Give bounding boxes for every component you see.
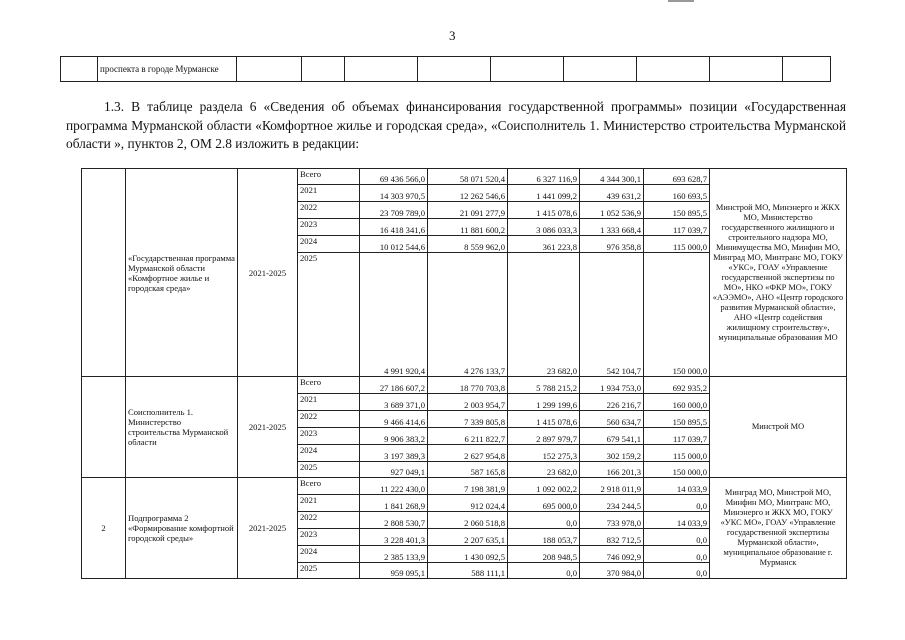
year-cell: 2021 bbox=[298, 185, 360, 202]
top-edge-mark bbox=[668, 0, 694, 2]
municipal-budget-cell: 542 104,7 bbox=[580, 253, 644, 377]
municipal-budget-cell: 302 159,2 bbox=[580, 445, 644, 462]
executors-cell: Минстрой МО, Минэнерго и ЖКХ МО, Министерство государственного жилищного и строительного надзора МО, Минимущества МО, Минфин МО, Минград МО, Минтранс МО, ГОКУ «УКС», ГОАУ «Управление государственной экспертизы по МО», НКО «ФКР МО», ГОКУ «АЭЭМО», АНО «Центр городского развития Мурманской области», АНО «Центр содействия жилищному строительству», муниципальные образования МО bbox=[710, 169, 847, 377]
municipal-budget-cell: 370 984,0 bbox=[580, 563, 644, 579]
municipal-budget-cell: 1 333 668,4 bbox=[580, 219, 644, 236]
year-cell: 2023 bbox=[298, 529, 360, 546]
regional-budget-cell: 7 198 381,9 bbox=[428, 478, 508, 495]
table-row bbox=[82, 478, 847, 495]
year-cell: 2025 bbox=[298, 462, 360, 478]
table-cell bbox=[637, 57, 710, 82]
year-cell: 2024 bbox=[298, 445, 360, 462]
municipal-budget-cell: 560 634,7 bbox=[580, 411, 644, 428]
municipal-budget-cell: 746 092,9 bbox=[580, 546, 644, 563]
year-cell: Всего bbox=[298, 478, 360, 495]
total-amount-cell: 1 841 268,9 bbox=[360, 495, 428, 512]
total-amount-cell: 3 689 371,0 bbox=[360, 394, 428, 411]
municipal-budget-cell: 2 918 011,9 bbox=[580, 478, 644, 495]
municipal-budget-cell: 1 934 753,0 bbox=[580, 377, 644, 394]
federal-budget-cell: 3 086 033,3 bbox=[508, 219, 580, 236]
other-sources-cell: 117 039,7 bbox=[644, 219, 710, 236]
other-sources-cell: 117 039,7 bbox=[644, 428, 710, 445]
total-amount-cell: 3 197 389,3 bbox=[360, 445, 428, 462]
row-number-cell: 2 bbox=[82, 478, 126, 579]
federal-budget-cell: 1 415 078,6 bbox=[508, 411, 580, 428]
federal-budget-cell: 1 299 199,6 bbox=[508, 394, 580, 411]
page-number: 3 bbox=[449, 28, 456, 43]
municipal-budget-cell: 733 978,0 bbox=[580, 512, 644, 529]
other-sources-cell: 160 693,5 bbox=[644, 185, 710, 202]
period-cell: 2021-2025 bbox=[238, 169, 298, 377]
year-cell: 2022 bbox=[298, 202, 360, 219]
executors-cell: Минград МО, Минстрой МО, Минфин МО, Минтранс МО, Минэнерго и ЖКХ МО, ГОКУ «УКС МО», ГОАУ «Управление государственной экспертизы Мурманской области», муниципальное образование г. Мурманск bbox=[710, 478, 847, 579]
total-amount-cell: 69 436 566,0 bbox=[360, 169, 428, 185]
total-amount-cell: 27 186 607,2 bbox=[360, 377, 428, 394]
other-sources-cell: 0,0 bbox=[644, 495, 710, 512]
other-sources-cell: 160 000,0 bbox=[644, 394, 710, 411]
total-amount-cell: 23 709 789,0 bbox=[360, 202, 428, 219]
regional-budget-cell: 6 211 822,7 bbox=[428, 428, 508, 445]
table-cell bbox=[61, 57, 98, 82]
federal-budget-cell: 0,0 bbox=[508, 563, 580, 579]
other-sources-cell: 150 000,0 bbox=[644, 253, 710, 377]
other-sources-cell: 693 628,7 bbox=[644, 169, 710, 185]
table-cell bbox=[237, 57, 302, 82]
federal-budget-cell: 152 275,3 bbox=[508, 445, 580, 462]
federal-budget-cell: 188 053,7 bbox=[508, 529, 580, 546]
program-name-cell: «Государственная программа Мурманской области «Комфортное жилье и городская среда» bbox=[126, 169, 238, 377]
other-sources-cell: 14 033,9 bbox=[644, 478, 710, 495]
table-cell-text: проспекта в городе Мурманске bbox=[98, 57, 237, 82]
year-cell: Всего bbox=[298, 169, 360, 185]
federal-budget-cell: 1 415 078,6 bbox=[508, 202, 580, 219]
other-sources-cell: 692 935,2 bbox=[644, 377, 710, 394]
municipal-budget-cell: 679 541,1 bbox=[580, 428, 644, 445]
table-cell bbox=[418, 57, 491, 82]
total-amount-cell: 959 095,1 bbox=[360, 563, 428, 579]
regional-budget-cell: 588 111,1 bbox=[428, 563, 508, 579]
year-cell: 2021 bbox=[298, 394, 360, 411]
regional-budget-cell: 587 165,8 bbox=[428, 462, 508, 478]
federal-budget-cell: 361 223,8 bbox=[508, 236, 580, 253]
year-cell: 2023 bbox=[298, 428, 360, 445]
regional-budget-cell: 18 770 703,8 bbox=[428, 377, 508, 394]
year-cell: 2022 bbox=[298, 411, 360, 428]
table-row bbox=[82, 377, 847, 394]
municipal-budget-cell: 4 344 300,1 bbox=[580, 169, 644, 185]
regional-budget-cell: 2 627 954,8 bbox=[428, 445, 508, 462]
federal-budget-cell: 0,0 bbox=[508, 512, 580, 529]
federal-budget-cell: 208 948,5 bbox=[508, 546, 580, 563]
regional-budget-cell: 2 207 635,1 bbox=[428, 529, 508, 546]
regional-budget-cell: 58 071 520,4 bbox=[428, 169, 508, 185]
federal-budget-cell: 1 441 099,2 bbox=[508, 185, 580, 202]
table-cell bbox=[783, 57, 831, 82]
program-name-cell: Соисполнитель 1. Министерство строительства Мурманской области bbox=[126, 377, 238, 478]
other-sources-cell: 150 895,5 bbox=[644, 202, 710, 219]
other-sources-cell: 115 000,0 bbox=[644, 445, 710, 462]
regional-budget-cell: 12 262 546,6 bbox=[428, 185, 508, 202]
regional-budget-cell: 4 276 133,7 bbox=[428, 253, 508, 377]
year-cell: 2024 bbox=[298, 236, 360, 253]
municipal-budget-cell: 832 712,5 bbox=[580, 529, 644, 546]
other-sources-cell: 150 000,0 bbox=[644, 462, 710, 478]
municipal-budget-cell: 976 358,8 bbox=[580, 236, 644, 253]
table-cell bbox=[491, 57, 564, 82]
total-amount-cell: 9 906 383,2 bbox=[360, 428, 428, 445]
federal-budget-cell: 695 000,0 bbox=[508, 495, 580, 512]
year-cell: 2025 bbox=[298, 253, 360, 377]
total-amount-cell: 9 466 414,6 bbox=[360, 411, 428, 428]
other-sources-cell: 0,0 bbox=[644, 563, 710, 579]
federal-budget-cell: 1 092 002,2 bbox=[508, 478, 580, 495]
table-cell bbox=[345, 57, 418, 82]
regional-budget-cell: 2 060 518,8 bbox=[428, 512, 508, 529]
total-amount-cell: 927 049,1 bbox=[360, 462, 428, 478]
municipal-budget-cell: 1 052 536,9 bbox=[580, 202, 644, 219]
total-amount-cell: 2 385 133,9 bbox=[360, 546, 428, 563]
program-name-cell: Подпрограмма 2 «Формирование комфортной городской среды» bbox=[126, 478, 238, 579]
regional-budget-cell: 11 881 600,2 bbox=[428, 219, 508, 236]
federal-budget-cell: 5 788 215,2 bbox=[508, 377, 580, 394]
financing-table bbox=[81, 168, 847, 579]
other-sources-cell: 150 895,5 bbox=[644, 411, 710, 428]
federal-budget-cell: 23 682,0 bbox=[508, 462, 580, 478]
table-row bbox=[82, 169, 847, 185]
total-amount-cell: 4 991 920,4 bbox=[360, 253, 428, 377]
executors-cell: Минстрой МО bbox=[710, 377, 847, 478]
period-cell: 2021-2025 bbox=[238, 377, 298, 478]
year-cell: 2025 bbox=[298, 563, 360, 579]
total-amount-cell: 16 418 341,6 bbox=[360, 219, 428, 236]
previous-table-fragment bbox=[60, 56, 831, 82]
table-cell bbox=[302, 57, 345, 82]
year-cell: 2022 bbox=[298, 512, 360, 529]
regional-budget-cell: 1 430 092,5 bbox=[428, 546, 508, 563]
municipal-budget-cell: 166 201,3 bbox=[580, 462, 644, 478]
total-amount-cell: 14 303 970,5 bbox=[360, 185, 428, 202]
table-cell bbox=[710, 57, 783, 82]
other-sources-cell: 14 033,9 bbox=[644, 512, 710, 529]
year-cell: 2024 bbox=[298, 546, 360, 563]
year-cell: 2023 bbox=[298, 219, 360, 236]
regional-budget-cell: 21 091 277,9 bbox=[428, 202, 508, 219]
regional-budget-cell: 8 559 962,0 bbox=[428, 236, 508, 253]
year-cell: 2021 bbox=[298, 495, 360, 512]
municipal-budget-cell: 226 216,7 bbox=[580, 394, 644, 411]
other-sources-cell: 0,0 bbox=[644, 546, 710, 563]
total-amount-cell: 3 228 401,3 bbox=[360, 529, 428, 546]
table-cell bbox=[564, 57, 637, 82]
municipal-budget-cell: 439 631,2 bbox=[580, 185, 644, 202]
federal-budget-cell: 6 327 116,9 bbox=[508, 169, 580, 185]
other-sources-cell: 115 000,0 bbox=[644, 236, 710, 253]
federal-budget-cell: 23 682,0 bbox=[508, 253, 580, 377]
other-sources-cell: 0,0 bbox=[644, 529, 710, 546]
total-amount-cell: 10 012 544,6 bbox=[360, 236, 428, 253]
row-number-cell bbox=[82, 169, 126, 377]
row-number-cell bbox=[82, 377, 126, 478]
regional-budget-cell: 2 003 954,7 bbox=[428, 394, 508, 411]
federal-budget-cell: 2 897 979,7 bbox=[508, 428, 580, 445]
municipal-budget-cell: 234 244,5 bbox=[580, 495, 644, 512]
period-cell: 2021-2025 bbox=[238, 478, 298, 579]
year-cell: Всего bbox=[298, 377, 360, 394]
instruction-paragraph: 1.3. В таблице раздела 6 «Сведения об объемах финансирования государственной программы» позиции «Государственная программа Мурманской области «Комфортное жилье и городская среда», «Соисполнитель 1. Министерство строительства Мурманской области », пунктов 2, ОМ 2.8 изложить в редакции: bbox=[66, 99, 846, 151]
total-amount-cell: 11 222 430,0 bbox=[360, 478, 428, 495]
total-amount-cell: 2 808 530,7 bbox=[360, 512, 428, 529]
regional-budget-cell: 7 339 805,8 bbox=[428, 411, 508, 428]
regional-budget-cell: 912 024,4 bbox=[428, 495, 508, 512]
